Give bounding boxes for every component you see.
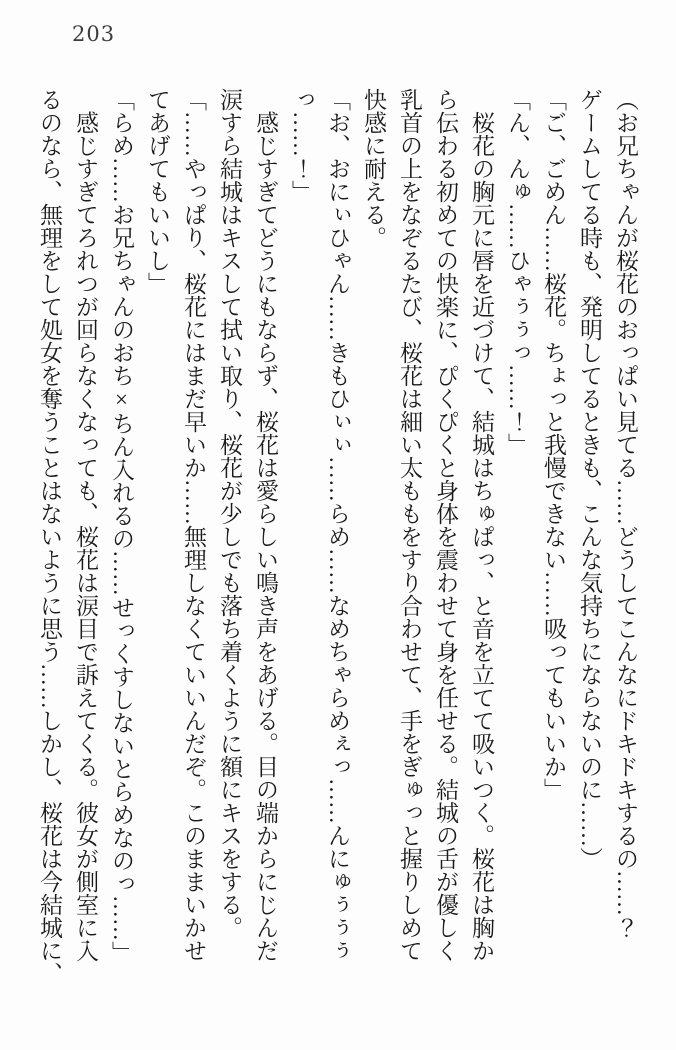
vertical-text-area (31, 88, 643, 1040)
text-line: るのなら、無理をして処女を奪うことはないように思う……しかし、桜花は今結城に、 (37, 88, 62, 985)
text-line: 涙すら結城はキスして拭い取り、桜花が少しでも落ち着くように額にキスをする。 (217, 88, 242, 939)
text-line: 「……やっぱり、桜花にはまだ早いか……無理しなくていいんだぞ。このままいかせ (181, 88, 206, 962)
text-line: 感じすぎてろれつが回らなくなっても、桜花は涙目で訴えてくる。彼女が側室に入 (73, 88, 98, 962)
text-line: 感じすぎてどうにもならず、桜花は愛らしい鳴き声をあげる。目の端からにじんだ (253, 88, 278, 962)
text-line: 「らめ……お兄ちゃんのおち×ちん入れるの……せっくすしないとらめなのっ……」 (109, 88, 134, 964)
text-line: てあげてもいいし」 (145, 88, 170, 295)
text-line: 「お、おにぃひゃん……きもひぃぃ……らめ……なめちゃらめぇっ……んにゅぅぅぅ (325, 88, 350, 962)
text-line: 桜花の胸元に唇を近づけて、結城はちゅぱっ、と音を立てて吸いつく。桜花は胸か (469, 88, 494, 962)
text-line: ゲームしてる時も、発明してるときも、こんな気持ちにならないのに……） (577, 88, 602, 870)
text-line: ら伝わる初めての快楽に、ぴくぴくと身体を震わせて身を任せる。結城の舌が優しく (433, 88, 458, 962)
text-line: 乳首の上をなぞるたび、桜花は細い太ももをすり合わせて、手をぎゅっと握りしめて (397, 88, 422, 962)
text-line: っ……！」 (289, 88, 314, 203)
text-line: 「ご、ごめん……桜花。ちょっと我慢できない……吸ってもいいか」 (541, 88, 566, 801)
page-number: 203 (72, 22, 116, 46)
text-line: 「ん、んゅ……ひゃぅぅっ……！」 (505, 88, 530, 456)
text-line: 快感に耐える。 (361, 88, 386, 249)
text-line: （お兄ちゃんが桜花のおっぱい見てる……どうしてこんなにドキドキするの……？ (613, 88, 638, 939)
